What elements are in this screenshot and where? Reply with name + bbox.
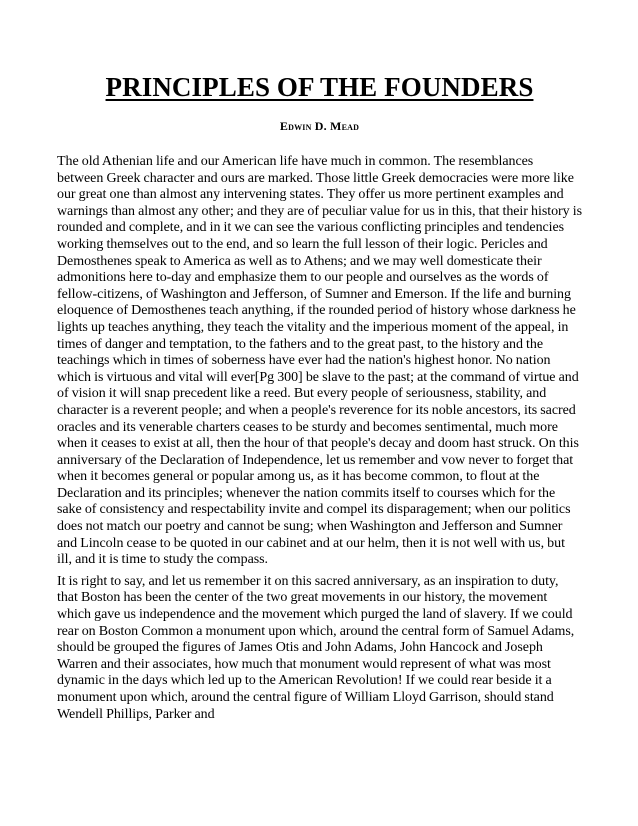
body-paragraph-1: The old Athenian life and our American life have much in common. The resemblances between Greek character and ours are marked. Those little Greek democracies were more like our great one than almost any intervening states. They offer us more pertinent examples and warnings than almost any other; and they are of peculiar value for us in this, that their history is rounded and complete, and in it we can see the various conflicting principles and tendencies working themselves out to the end, and so learn the full lesson of their logic. Pericles and Demosthenes speak to America as well as to Athens; and we may well domesticate their admonitions here to-day and emphasize them to our people and ourselves as the words of fellow-citizens, of Washington and Jefferson, of Sumner and Emerson. If the life and burning eloquence of Demosthenes teach anything, if the rounded period of history whose darkness he lights up teaches anything, they teach the vitality and the imperious moment of the appeal, in times of danger and temptation, to the fathers and to the great past, to the history and the teachings which in times of soberness have ever had the nation's highest honor. No nation which is virtuous and vital will ever[Pg 300] be slave to the past; at the command of virtue and of vision it will snap precedent like a reed. But every people of seriousness, stability, and character is a reverent people; and when a people's reverence for its noble ancestors, its sacred oracles and its venerable charters ceases to be sturdy and becomes sentimental, much more when it ceases to exist at all, then the hour of that people's decay and doom hast struck. On this anniversary of the Declaration of Independence, let us remember and vow never to forget that when it becomes general or popular among us, as it has become common, to flout at the Declaration and its principles; whenever the nation commits itself to courses which for the sake of consistency and respectability invite and compel its disparagement; when our politics does not match our poetry and cannot be sung; when Washington and Jefferson and Sumner and Lincoln cease to be quoted in our cabinet and at our helm, then it is not well with us, but ill, and it is time to study the compass. — [57, 154, 582, 568]
author-byline: Edwin D. Mead — [279, 119, 360, 133]
page-title: PRINCIPLES OF THE FOUNDERS — [105, 72, 534, 102]
body-paragraph-2: It is right to say, and let us remember it on this sacred anniversary, as an inspiration to duty, that Boston has been the center of the two great movements in our history, the movement which gave us independence and the movement which purged the land of slavery. If we could rear on Boston Common a monument upon which, around the central form of Samuel Adams, should be grouped the figures of James Otis and John Adams, John Hancock and Joseph Warren and their associates, how much that monument would represent of what was most dynamic in the days which led up to the American Revolution! If we could rear beside it a monument upon which, around the central figure of William Lloyd Garrison, should stand Wendell Phillips, Parker and — [57, 573, 575, 722]
